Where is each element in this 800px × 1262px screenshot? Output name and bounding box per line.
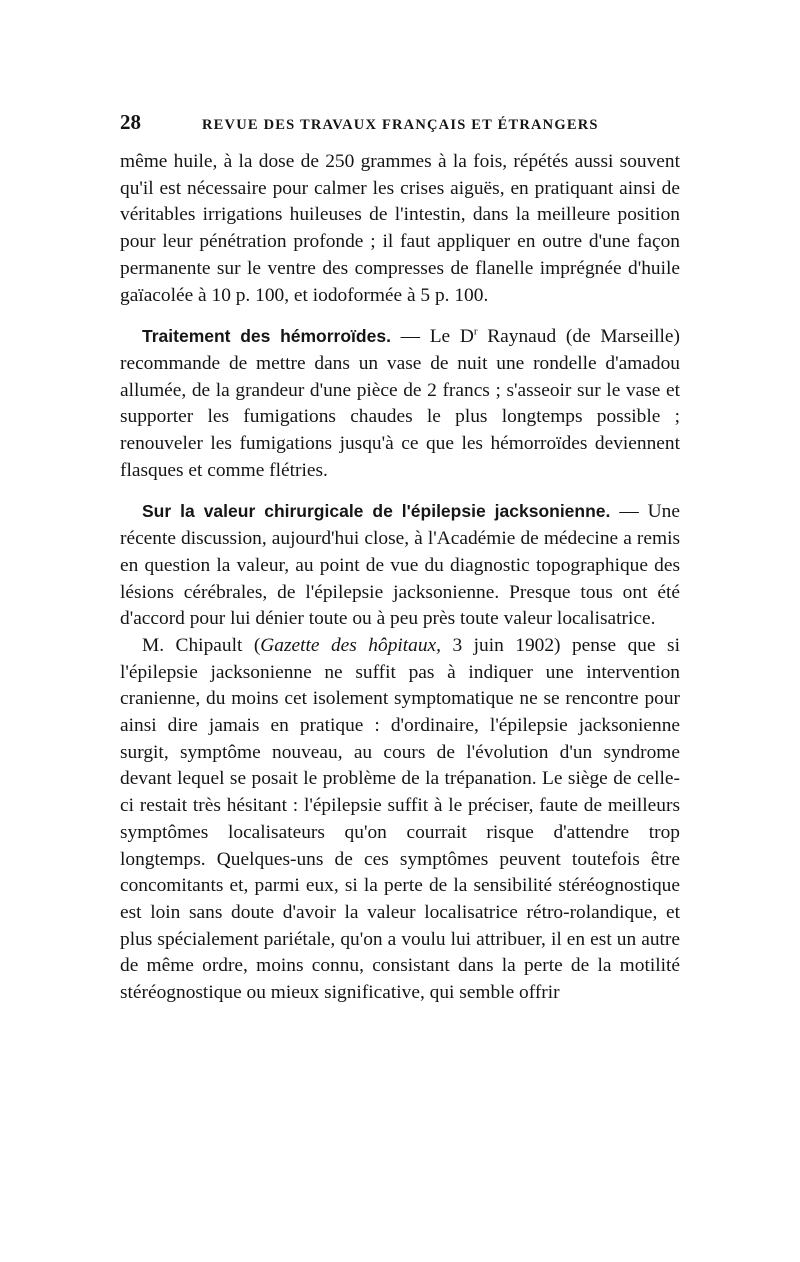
superscript-r: r (473, 325, 478, 338)
page-number: 28 (120, 110, 141, 134)
paragraph-text: même huile, à la dose de 250 grammes à la fois, répétés aussi souvent qu'il est nécessaire pour calmer les crises aiguës, en pratiquant ainsi de véritables irrigations huileuses de l'intestin, dans la meilleure position pour leur pénétration profonde ; il faut appliquer en outre d'une façon permanente sur le ventre des compresses de flanelle imprégnée d'huile gaïacolée à 10 p. 100, et iodoformée à 5 p. 100. (120, 151, 680, 306)
running-header (120, 110, 680, 135)
paragraph-text: Raynaud (de Marseille) recommande de mettre dans un vase de nuit une rondelle d'amadou allumée, de la grandeur d'une pièce de 2 francs ; s'asseoir sur le vase et supporter les fumigations chaudes le plus longtemps possible ; renouveler les fumigations jusqu'à ce que les hémorroïdes deviennent flasques et comme flétries. (120, 326, 680, 481)
paragraph-text: — Une récente discussion, aujourd'hui close, à l'Académie de médecine a remis en question la valeur, au point de vue du diagnostic topographique des lésions cérébrales, de l'épilepsie jacksonienne. Presque tous ont été d'accord pour lui dénier toute ou à peu près toute valeur localisatrice. (120, 501, 680, 630)
paragraph-oil-treatment (120, 149, 680, 309)
journal-title: Gazette des hôpitaux (260, 634, 437, 656)
paragraph-chipault (120, 633, 680, 1007)
paragraph-hemorrhoids (120, 323, 680, 484)
paragraph-epilepsy (120, 498, 680, 633)
page (120, 110, 680, 1007)
section-heading-epilepsy: Sur la valeur chirurgicale de l'épilepsie jacksonienne. (142, 501, 611, 522)
paragraph-dash: — Le D (390, 326, 474, 348)
paragraph-text: , 3 juin 1902) pense que si l'épilepsie jacksonienne ne suffit pas à indiquer une intervention cranienne, du moins cet isolement symptomatique ne se rencontre pour ainsi dire jamais en pratique : d'ordinaire, l'épilepsie jacksonienne surgit, symptôme nouveau, au cours de l'évolution d'un syndrome devant lequel se posait le problème de la trépanation. Le siège de celle-ci restait très hésitant : l'épilepsie suffit à le préciser, faute de meilleurs symptômes localisateurs qu'on courrait risque d'attendre trop longtemps. Quelques-uns de ces symptômes peuvent toutefois être concomitants et, parmi eux, si la perte de la sensibilité stéréognostique est loin sans doute d'avoir la valeur localisatrice rétro-rolandique, et plus spécialement pariétale, qu'on a voulu lui attribuer, il en est un autre de même ordre, moins connu, consistant dans la perte de la motilité stéréognostique ou mieux significative, qui semble offrir (120, 634, 680, 1004)
section-heading-hemorrhoids: Traitement des hémorroïdes. (142, 326, 391, 347)
running-title: REVUE DES TRAVAUX FRANÇAIS ET ÉTRANGERS (202, 117, 599, 133)
paragraph-text: M. Chipault ( (142, 634, 261, 656)
